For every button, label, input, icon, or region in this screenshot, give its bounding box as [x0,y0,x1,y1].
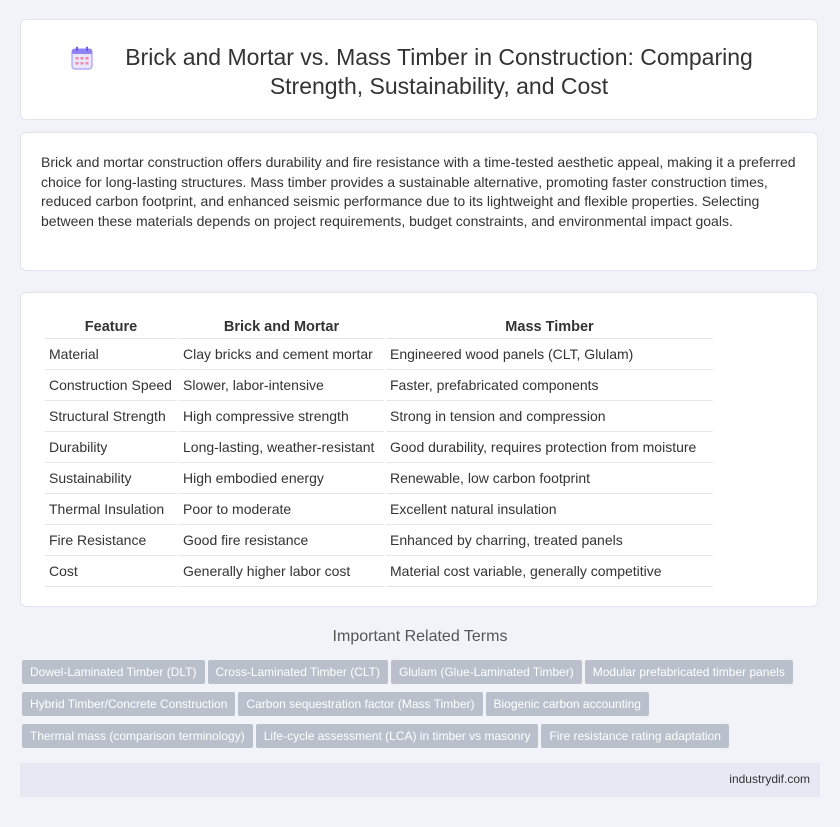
table-row [45,463,713,494]
header-brick-and-mortar: Brick and Mortar [179,315,384,339]
term-tag[interactable]: Fire resistance rating adaptation [541,724,728,748]
feature-cell: Fire Resistance [45,525,177,556]
brick-cell: Long-lasting, weather-resistant [179,432,384,463]
feature-cell: Construction Speed [45,370,177,401]
brick-cell: High compressive strength [179,401,384,432]
term-tag[interactable]: Biogenic carbon accounting [486,692,649,716]
term-tag[interactable]: Modular prefabricated timber panels [585,660,793,684]
timber-cell: Faster, prefabricated components [386,370,713,401]
feature-cell: Structural Strength [45,401,177,432]
feature-cell: Material [45,339,177,370]
feature-cell: Sustainability [45,463,177,494]
table-row [45,525,713,556]
feature-cell: Durability [45,432,177,463]
header-mass-timber: Mass Timber [386,315,713,339]
brick-cell: High embodied energy [179,463,384,494]
timber-cell: Renewable, low carbon footprint [386,463,713,494]
table-header-row [45,315,713,339]
feature-cell: Thermal Insulation [45,494,177,525]
feature-cell: Cost [45,556,177,587]
term-tag[interactable]: Dowel-Laminated Timber (DLT) [22,660,205,684]
footer [20,763,820,797]
brick-cell: Good fire resistance [179,525,384,556]
footer-site-link[interactable]: industrydif.com [729,772,810,786]
table-row [45,432,713,463]
page-title: Brick and Mortar vs. Mass Timber in Construction: Comparing Strength, Sustainability, and Cost [125,44,753,99]
timber-cell: Excellent natural insulation [386,494,713,525]
timber-cell: Good durability, requires protection from moisture [386,432,713,463]
related-terms-list [22,660,822,756]
term-tag[interactable]: Hybrid Timber/Concrete Construction [22,692,235,716]
brick-cell: Poor to moderate [179,494,384,525]
timber-cell: Material cost variable, generally competitive [386,556,713,587]
term-tag[interactable]: Life-cycle assessment (LCA) in timber vs masonry [256,724,539,748]
header-feature: Feature [45,315,177,339]
table-row [45,556,713,587]
timber-cell: Enhanced by charring, treated panels [386,525,713,556]
timber-cell: Strong in tension and compression [386,401,713,432]
term-tag[interactable]: Carbon sequestration factor (Mass Timber) [238,692,482,716]
term-tag[interactable]: Thermal mass (comparison terminology) [22,724,253,748]
brick-cell: Slower, labor-intensive [179,370,384,401]
intro-card [20,132,818,271]
table-row [45,401,713,432]
title-card [20,19,818,120]
intro-paragraph: Brick and mortar construction offers durability and fire resistance with a time-tested aesthetic appeal, making it a preferred choice for long-lasting structures. Mass timber provides a sustainable alternative, promoting faster construction times, reduced carbon footprint, and enhanced seismic performance due to its lightweight and flexible properties. Selecting between these materials depends on project requirements, budget constraints, and environmental impact goals. [41,154,796,229]
table-row [45,339,713,370]
table-row [45,494,713,525]
term-tag[interactable]: Glulam (Glue-Laminated Timber) [391,660,582,684]
comparison-card [20,292,818,607]
timber-cell: Engineered wood panels (CLT, Glulam) [386,339,713,370]
comparison-table [43,315,715,587]
table-row [45,370,713,401]
related-terms-heading: Important Related Terms [332,628,508,645]
brick-cell: Generally higher labor cost [179,556,384,587]
term-tag[interactable]: Cross-Laminated Timber (CLT) [208,660,388,684]
brick-cell: Clay bricks and cement mortar [179,339,384,370]
